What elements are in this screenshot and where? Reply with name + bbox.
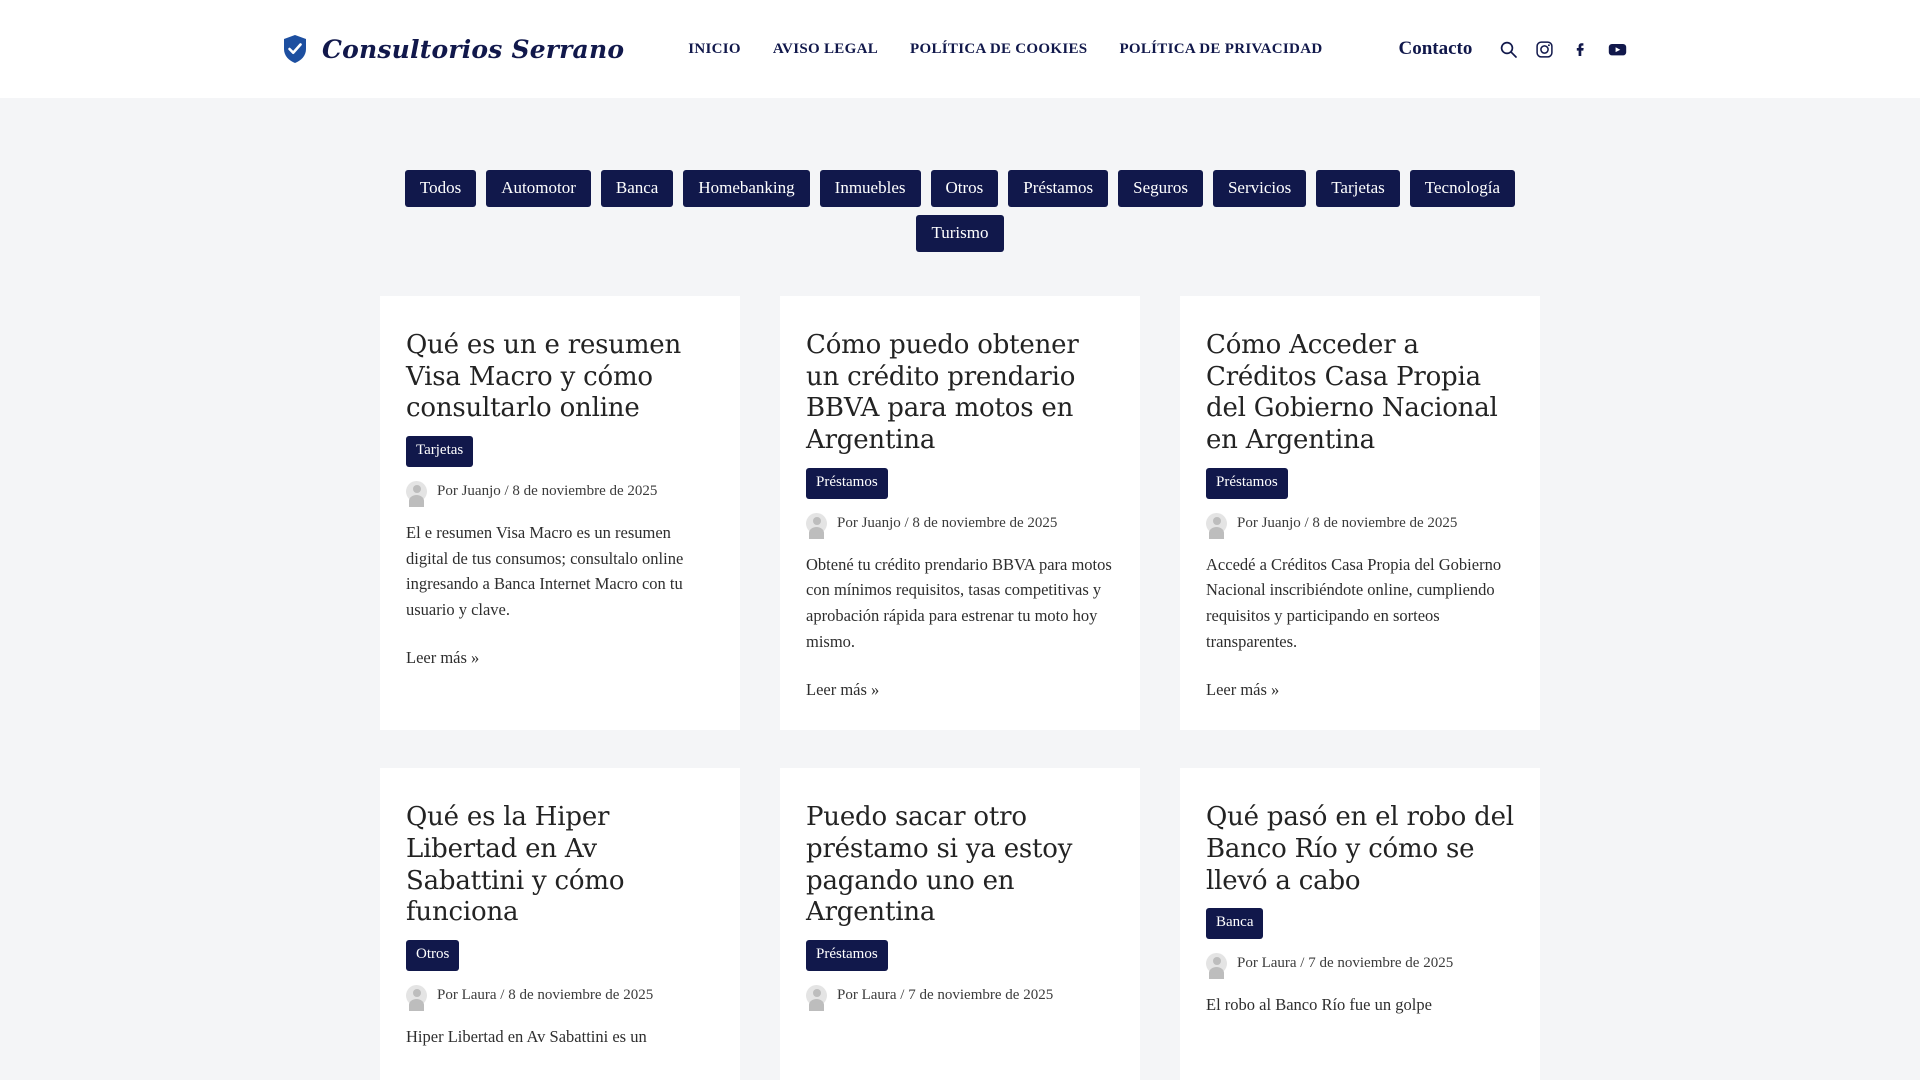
filter-chip-servicios[interactable]: Servicios [1213,170,1306,207]
post-title[interactable]: Qué pasó en el robo del Banco Río y cómo se llevó a cabo [1206,802,1514,896]
post-category-badge[interactable]: Préstamos [806,468,888,499]
post-grid [380,296,1540,1080]
post-excerpt: El e resumen Visa Macro es un resumen digital de tus consumos; consultalo online ingresando a Banca Internet Macro con tu usuario y clave. [406,523,684,619]
post-excerpt: Hiper Libertad en Av Sabattini es un [406,1027,647,1046]
post-card[interactable] [1180,296,1540,730]
site-header [0,0,1920,98]
post-excerpt: Accedé a Créditos Casa Propia del Gobierno Nacional inscribiéndote online, cumpliendo requisitos y participando en sorteos transparentes. [1206,554,1502,651]
nav-item-politica-de-privacidad[interactable]: POLÍTICA DE PRIVACIDAD [1119,40,1323,57]
filter-chip-seguros[interactable]: Seguros [1118,170,1203,207]
avatar [806,985,827,1006]
post-card[interactable] [380,768,740,1079]
filter-chip-prestamos[interactable]: Préstamos [1008,170,1108,207]
avatar [1206,513,1227,534]
filter-chip-inmuebles[interactable]: Inmuebles [820,170,921,207]
filter-chip-todos[interactable]: Todos [405,170,476,207]
post-excerpt: Obtené tu crédito prendario BBVA para motos con mínimos requisitos, tasas competitivas y aprobación rápida para estrenar tu moto hoy mismo. [806,554,1112,651]
post-card[interactable] [1180,768,1540,1079]
post-meta-text: Por Juanjo / 8 de noviembre de 2025 [837,514,1058,531]
nav-item-aviso-legal[interactable]: AVISO LEGAL [772,40,879,57]
post-meta [406,481,714,502]
post-meta-text: Por Laura / 7 de noviembre de 2025 [837,987,1054,1003]
filter-chip-tecnologia[interactable]: Tecnología [1410,170,1515,207]
post-excerpt: El robo al Banco Río fue un golpe [1206,995,1432,1015]
post-category-badge[interactable]: Banca [1206,908,1263,939]
filter-chip-homebanking[interactable]: Homebanking [683,170,809,207]
nav-item-inicio[interactable]: INICIO [688,40,741,57]
post-title[interactable]: Qué es un e resumen Visa Macro y cómo consultarlo online [406,330,682,424]
post-meta-text: Por Laura / 8 de noviembre de 2025 [437,987,654,1003]
post-meta [1206,953,1514,974]
avatar [1206,953,1227,974]
post-title[interactable]: Cómo Acceder a Créditos Casa Propia del Gobierno Nacional en Argentina [1206,330,1498,456]
post-category-badge[interactable]: Préstamos [806,940,888,971]
brand-name: Consultorios Serrano [322,34,625,64]
post-card[interactable] [780,768,1140,1079]
post-category-badge[interactable]: Tarjetas [406,436,473,467]
read-more-link[interactable]: Leer más » [1206,680,1280,700]
filter-chip-tarjetas[interactable]: Tarjetas [1316,170,1400,207]
facebook-icon[interactable] [1572,41,1589,58]
shield-check-icon [282,34,308,64]
brand-logo[interactable] [282,34,624,64]
post-meta [806,513,1114,534]
category-filter-bar [380,98,1540,252]
main-nav [672,41,1338,58]
nav-item-politica-de-cookies[interactable]: POLÍTICA DE COOKIES [910,40,1088,57]
instagram-icon[interactable] [1536,41,1553,58]
post-meta [406,985,714,1006]
post-meta-text: Por Laura / 7 de noviembre de 2025 [1237,955,1454,972]
header-icons [1500,41,1627,58]
read-more-link[interactable]: Leer más » [406,648,480,668]
read-more-link[interactable]: Leer más » [806,680,880,700]
post-meta-text: Por Juanjo / 8 de noviembre de 2025 [1237,514,1458,531]
filter-chip-turismo[interactable]: Turismo [916,215,1003,252]
post-title[interactable]: Puedo sacar otro préstamo si ya estoy pagando uno en Argentina [806,802,1073,928]
main-content [0,98,1920,1046]
post-meta [1206,513,1514,534]
avatar [406,985,427,1006]
filter-chip-automotor[interactable]: Automotor [486,170,591,207]
post-card[interactable] [780,296,1140,730]
post-title[interactable]: Cómo puedo obtener un crédito prendario BBVA para motos en Argentina [806,330,1079,456]
post-card[interactable] [380,296,740,730]
youtube-icon[interactable] [1608,41,1627,58]
avatar [806,513,827,534]
search-icon[interactable] [1500,41,1517,58]
post-category-badge[interactable]: Préstamos [1206,468,1288,499]
post-meta-text: Por Juanjo / 8 de noviembre de 2025 [437,483,658,500]
contact-link[interactable]: Contacto [1398,38,1473,59]
avatar [406,481,427,502]
filter-chip-banca[interactable]: Banca [601,170,673,207]
post-category-badge[interactable]: Otros [406,940,459,971]
post-title[interactable]: Qué es la Hiper Libertad en Av Sabattini y cómo funciona [406,802,625,928]
post-meta [806,985,1114,1006]
filter-chip-otros[interactable]: Otros [931,170,999,207]
